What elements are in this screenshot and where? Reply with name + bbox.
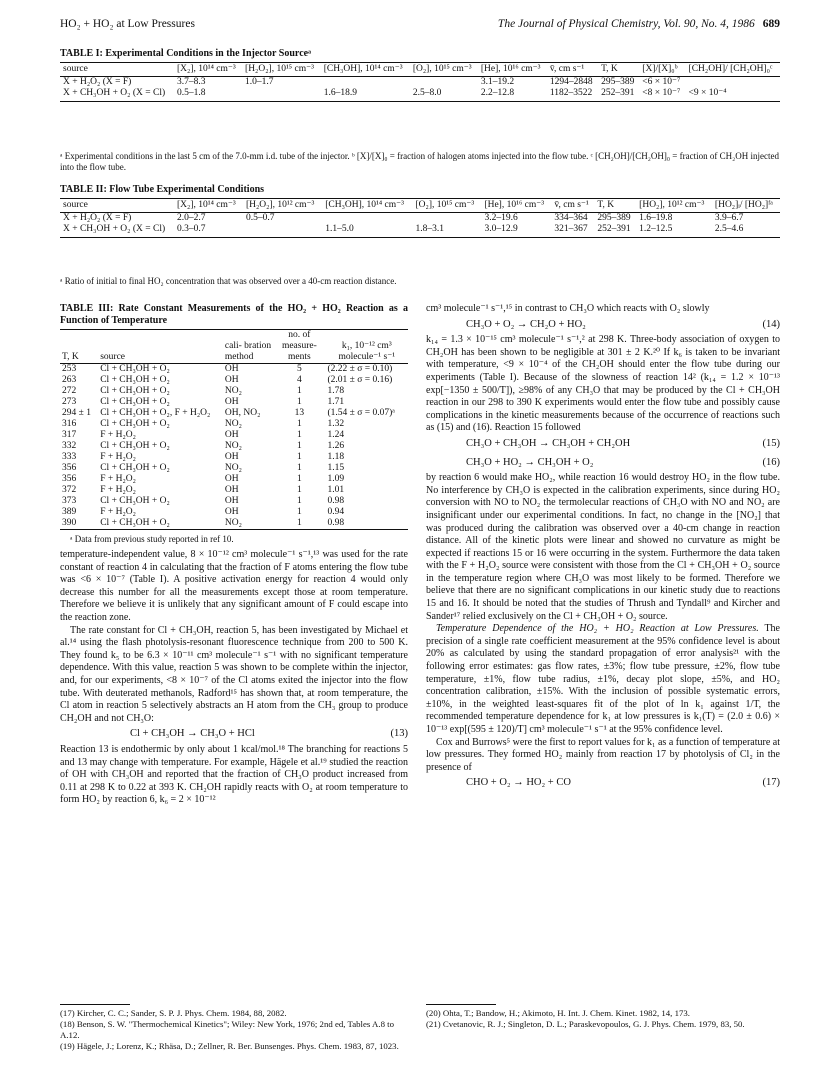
table-cell: F + H₂O₂	[100, 474, 136, 484]
equation-16	[426, 454, 780, 473]
table-cell: Cl + CH₃OH + O₂	[100, 364, 170, 374]
table-cell: NO₂	[224, 386, 242, 396]
table-cell: Cl + CH₃OH + O₂	[100, 397, 170, 407]
table-row	[60, 452, 408, 463]
table3-col-header: T, K	[60, 330, 98, 364]
table-cell: X + H₂O₂ (X = F)	[63, 77, 132, 87]
table-row	[60, 419, 408, 430]
equation-14	[426, 316, 780, 335]
table-cell: NO₂	[223, 518, 273, 530]
equation-17	[426, 774, 780, 793]
table-cell: 1	[296, 496, 302, 506]
table3-caption: TABLE III: Rate Constant Measurements of the HO₂ + HO₂ Reaction as a Function of Temperature	[60, 303, 408, 326]
table1	[60, 62, 780, 102]
table3-col-header: cali- bration method	[223, 330, 273, 364]
table-cell: (2.01 ± σ = 0.16)	[327, 375, 393, 385]
table-cell: 0.3–0.7	[174, 224, 243, 238]
right-paragraph-4: Cox and Burrows⁵ were the first to report values for k₁ as a function of temperature at low pressures. They formed HO₂ mainly from reaction 17 by photolysis of Cl₂ in the presence of	[426, 736, 780, 773]
table-cell: OH	[224, 507, 239, 517]
table3	[60, 329, 408, 530]
table3-col-header: k₁, 10⁻¹² cm³ molecule⁻¹ s⁻¹	[326, 330, 409, 364]
table-cell: 1	[296, 463, 302, 473]
table-cell: 2.2–12.8	[478, 88, 547, 102]
equation-13-number: (13)	[390, 728, 408, 740]
table2-col-header: [O₂], 10¹⁵ cm⁻³	[413, 199, 482, 213]
reference-17: (17) Kircher, C. C.; Sander, S. P. J. Phys. Chem. 1984, 88, 2082.	[60, 1008, 287, 1018]
table-cell: Cl + CH₃OH + O₂	[100, 386, 170, 396]
table-cell: 3.9–6.7	[714, 213, 744, 223]
left-paragraph-2: The rate constant for Cl + CH₃OH, reaction 5, has been investigated by Michael et al.¹⁴ using the flash photolysis-resonant fluorescence technique from 200 to 500 K. They found k₅ to be 6.3 × 10⁻¹¹ cm³ molecule⁻¹ s⁻¹ with no significant temperature dependence. With this value, reaction 5 was shown to be complete within the injector, and, for our experiments, <8 × 10⁻⁷ of the Cl atoms exited the injector into the flow tube. With deuterated methanols, Radford¹⁵ has shown that, at room temperature, the Cl atom in reaction 5 selectively abstracts an H atom from the CH₃ group to produce CH₂OH and not CH₃O:	[60, 624, 408, 724]
table-cell: 1.6–19.8	[639, 213, 673, 223]
table-cell: 1.18	[327, 452, 345, 462]
table-cell: 1	[296, 397, 302, 407]
table-cell: 0.5–1.8	[174, 88, 242, 102]
table-cell: 13	[294, 408, 305, 418]
table-cell: (2.22 ± σ = 0.10)	[327, 364, 393, 374]
table1-col-header: [CH₂OH]/ [CH₂OH]₀ᶜ	[686, 63, 780, 77]
table-cell: 1.24	[327, 430, 345, 440]
equation-16-body: CH₃O + HO₂ → CH₃OH + O₂	[466, 456, 594, 468]
table2-col-header: [HO₂], 10¹² cm⁻³	[636, 199, 712, 213]
table-cell: 1.78	[327, 386, 345, 396]
table-cell: 1	[296, 386, 302, 396]
table-cell: <6 × 10⁻⁷	[642, 77, 681, 87]
table-row	[60, 213, 780, 225]
table-cell: 390	[60, 518, 98, 530]
left-paragraph-1: temperature-independent value, 8 × 10⁻¹² cm³ molecule⁻¹ s⁻¹,¹³ was used for the rate constant of reaction 4 in calculating that the fraction of F atoms entering the flow tube was <6 × 10⁻⁷ (Table I). A positive activation energy for reaction 4 would only decrease this number for all the measurements except those at room temperature. Therefore we believe it is unlikely that any significant amount of F could escape into the reaction zone.	[60, 549, 408, 623]
table3-footnote: ᵃ Data from previous study reported in ref 10.	[70, 534, 234, 544]
table-cell: 321–367	[551, 224, 594, 238]
table-cell: OH	[224, 452, 239, 462]
table-cell: 1	[296, 441, 302, 451]
table-cell: <9 × 10⁻⁴	[686, 88, 780, 102]
left-column	[60, 303, 408, 807]
table1-header-row	[60, 63, 780, 77]
table3-col-header: source	[98, 330, 223, 364]
table2-caption: TABLE II: Flow Tube Experimental Conditions	[60, 184, 265, 195]
table-cell: NO₂	[224, 463, 242, 473]
table-cell: NO₂	[224, 419, 242, 429]
table-cell: OH	[224, 474, 239, 484]
table-cell: 0.94	[327, 507, 345, 517]
section-heading: Temperature Dependence of the HO₂ + HO₂ Reaction at Low Pressures.	[436, 623, 759, 635]
table-cell: OH	[224, 430, 239, 440]
table2-col-header: v̄, cm s⁻¹	[551, 199, 594, 213]
table-cell: 1.09	[327, 474, 345, 484]
table-row	[60, 463, 408, 474]
table-cell: 4	[296, 375, 302, 385]
table2-col-header: [He], 10¹⁶ cm⁻³	[481, 199, 551, 213]
table-cell	[410, 77, 478, 89]
table-cell: 317	[62, 430, 77, 440]
footnote-rule-left	[60, 1004, 130, 1005]
table-cell: 1.32	[327, 419, 345, 429]
table-row	[60, 496, 408, 507]
table-cell	[243, 224, 322, 238]
table-cell: 0.98	[327, 496, 345, 506]
table-cell: 273	[62, 397, 77, 407]
table-cell: 332	[62, 441, 77, 451]
references-right	[426, 1008, 780, 1030]
table2-col-header: T, K	[594, 199, 636, 213]
reference-20: (20) Ohta, T.; Bandow, H.; Akimoto, H. Int. J. Chem. Kinet. 1982, 14, 173.	[426, 1008, 690, 1018]
table-cell: NO₂	[224, 441, 242, 451]
table1-col-header: T, K	[598, 63, 639, 77]
table1-col-header: v̄, cm s⁻¹	[547, 63, 598, 77]
table-row	[60, 474, 408, 485]
table-cell: 3.2–19.6	[484, 213, 518, 223]
table-cell: X + CH₃OH + O₂ (X = Cl)	[60, 224, 174, 238]
table-cell: 1294–2848	[549, 77, 593, 87]
table2-col-header: source	[60, 199, 174, 213]
reference-19: (19) Hägele, J.; Lorenz, K.; Rhäsa, D.; Zellner, R. Ber. Bunsenges. Phys. Chem. 1983, 87, 1023.	[60, 1041, 399, 1051]
table1-col-header: [X₂], 10¹⁴ cm⁻³	[174, 63, 242, 77]
table-cell: Cl + CH₃OH + O₂, F + H₂O₂	[100, 408, 211, 418]
table-cell: 356	[62, 474, 77, 484]
table-cell: 373	[62, 496, 77, 506]
table-cell: <8 × 10⁻⁷	[639, 88, 685, 102]
table2-header-row	[60, 199, 780, 213]
table-row	[60, 441, 408, 452]
running-header	[60, 18, 780, 34]
table-row	[60, 375, 408, 386]
table-cell: F + H₂O₂	[100, 485, 136, 495]
table1-col-header: [H₂O₂], 10¹⁵ cm⁻³	[242, 63, 321, 77]
table-cell: Cl + CH₃OH + O₂	[98, 518, 223, 530]
table-cell	[242, 88, 321, 102]
table-row	[60, 88, 780, 102]
table2-col-header: [HO₂]ᵢ/ [HO₂]ᶠᵃ	[712, 199, 780, 213]
table-cell: 0.98	[326, 518, 409, 530]
table-cell: 316	[62, 419, 77, 429]
table-cell: OH	[224, 397, 239, 407]
table-cell: 1.0–1.7	[245, 77, 274, 87]
table-cell: 272	[62, 386, 77, 396]
table-cell: X + H₂O₂ (X = F)	[63, 213, 132, 223]
table-cell: 3.1–19.2	[480, 77, 515, 87]
table-cell: 356	[62, 463, 77, 473]
table2-footnote: ᵃ Ratio of initial to final HO₂ concentration that was observed over a 40-cm reaction distance.	[60, 276, 397, 286]
table-cell: 252–391	[594, 224, 636, 238]
table-cell: Cl + CH₃OH + O₂	[100, 375, 170, 385]
table-row	[60, 77, 780, 89]
table-cell	[413, 213, 482, 225]
table-row	[60, 224, 780, 238]
table1-col-header: source	[60, 63, 174, 77]
table-cell: F + H₂O₂	[100, 507, 136, 517]
table-cell: 1.8–3.1	[413, 224, 482, 238]
table1-caption: TABLE I: Experimental Conditions in the Injector Sourceᵃ	[60, 48, 311, 59]
reference-18: (18) Benson, S. W. "Thermochemical Kinetics"; Wiley: New York, 1976; 2nd ed, Tables A.8 to A.12.	[60, 1019, 395, 1040]
equation-17-body: CHO + O₂ → HO₂ + CO	[466, 777, 571, 789]
table-cell: OH	[224, 496, 239, 506]
table-cell: 0.5–0.7	[245, 213, 275, 223]
table-cell: 1.1–5.0	[322, 224, 412, 238]
header-title: HO₂ + HO₂ at Low Pressures	[60, 18, 195, 30]
references-left	[60, 1008, 408, 1052]
table-row	[60, 386, 408, 397]
table-cell: 1	[296, 507, 302, 517]
table-cell: 1.01	[327, 485, 345, 495]
table-cell: 2.5–4.6	[712, 224, 780, 238]
table2-col-header: [H₂O₂], 10¹² cm⁻³	[243, 199, 322, 213]
table1-col-header: [X]/[X]₀ᵇ	[639, 63, 685, 77]
table3-header-row	[60, 330, 408, 364]
right-paragraph-3-body: The precision of a single rate coefficient measurement at the 95% confidence level is about 20% as calculated by using the standard propagation of error analysis²¹ with the following error estimates: gas flow rates, ±3%; flow tube pressure, ±2%, flow tube temperature, ±1%, flow tube radius, ±1%, decay plot slope, ±5%, and HO₂ concentration calibration, ±15%. With the inclusion of possible systematic errors, ±10%, in the weighted least-squares fit of the plot of ln k₁ against 1/T, the recommended temperature dependence for k₁ at low pressures is k₁(T) = (2.0 ± 0.6) × 10⁻¹³ exp[(595 ± 120)/T] cm³ molecule⁻¹ s⁻¹ at the 95% confidence level.	[426, 623, 780, 735]
table-cell: 1	[296, 430, 302, 440]
table-cell: Cl + CH₃OH + O₂	[100, 496, 170, 506]
equation-13-body: Cl + CH₃OH → CH₃O + HCl	[130, 728, 255, 740]
table-cell: 372	[62, 485, 77, 495]
table-cell	[686, 77, 780, 89]
left-paragraph-3: Reaction 13 is endothermic by only about 1 kcal/mol.¹⁸ The branching for reactions 5 and 13 may change with temperature. For example, Hägele et al.¹⁹ studied the reaction of OH with CH₃OH and reported that the fraction of CH₃O product increased from 0.11 at 298 K to 0.22 at 393 K. CH₂OH rapidly reacts with O₂ at room temperature to form HO₂ by reaction 6, k₆ = 2 × 10⁻¹²	[60, 743, 408, 806]
table-cell: (1.54 ± σ = 0.07)ᵃ	[327, 408, 395, 418]
table-cell: 1	[273, 518, 325, 530]
table-row	[60, 485, 408, 496]
right-paragraph-1: k₁₄ = 1.3 × 10⁻¹⁵ cm³ molecule⁻¹ s⁻¹,² at 298 K. Three-body association of oxygen to CH₂OH has been shown to be negligible at 301 ± 2 K.²⁰ If k₆ is taken to be invariant with temperature, <9 × 10⁻⁴ of the CH₂OH should enter the flow tube during our experiments (Table I). Because of the slowness of reaction 14² (k₁₄ = 1.2 × 10⁻¹³ exp[−1350 ± 500/T]), ≥98% of any CH₃O that may be produced by the Cl + CH₃OH reaction in our 298 to 390 K experiments would enter the flow tube and possibly cause complications in the kinetic measurements because of the occurrence of reactions such as (15) and (16). Reaction 15 followed	[426, 334, 780, 434]
table-row	[60, 518, 408, 530]
table-cell: 1.15	[327, 463, 345, 473]
table-cell: 2.0–2.7	[177, 213, 206, 223]
table-cell: 252–391	[598, 88, 639, 102]
right-paragraph-3	[426, 623, 780, 736]
table-cell: F + H₂O₂	[100, 452, 136, 462]
table-cell: X + CH₃OH + O₂ (X = Cl)	[60, 88, 174, 102]
equation-15-number: (15)	[762, 437, 780, 449]
table-row	[60, 364, 408, 376]
table-cell: 263	[62, 375, 77, 385]
equation-16-number: (16)	[762, 456, 780, 468]
table-cell: F + H₂O₂	[100, 430, 136, 440]
table-cell: 253	[62, 364, 77, 374]
page-number: 689	[762, 18, 780, 30]
table-cell: OH	[224, 375, 239, 385]
table-cell: 1	[296, 474, 302, 484]
table2	[60, 198, 780, 238]
table-cell	[322, 213, 412, 225]
table-row	[60, 408, 408, 419]
table-cell: 1182–3522	[547, 88, 598, 102]
table-row	[60, 507, 408, 518]
header-journal	[498, 18, 780, 30]
table-cell: Cl + CH₃OH + O₂	[100, 463, 170, 473]
table2-col-header: [CH₃OH], 10¹⁴ cm⁻³	[322, 199, 412, 213]
table-cell: OH, NO₂	[224, 408, 261, 418]
table-cell: 294 ± 1	[62, 408, 91, 418]
table-cell: Cl + CH₃OH + O₂	[100, 419, 170, 429]
equation-15	[426, 435, 780, 454]
table-cell: 1.26	[327, 441, 345, 451]
table-cell: OH	[224, 364, 239, 374]
footnote-rule-right	[426, 1004, 496, 1005]
table-cell: 334–364	[554, 213, 588, 223]
table-cell: 1.6–18.9	[321, 88, 410, 102]
table-cell: Cl + CH₃OH + O₂	[100, 441, 170, 451]
equation-15-body: CH₃O + CH₃OH → CH₃OH + CH₂OH	[466, 437, 631, 449]
equation-14-body: CH₃O + O₂ → CH₂O + HO₂	[466, 318, 586, 330]
table1-col-header: [CH₃OH], 10¹⁴ cm⁻³	[321, 63, 410, 77]
table-cell: 5	[296, 364, 302, 374]
journal-name: The Journal of Physical Chemistry, Vol. 90, No. 4, 1986	[497, 18, 755, 30]
table-cell: 3.7–8.3	[177, 77, 206, 87]
table-cell: 1.2–12.5	[636, 224, 712, 238]
right-paragraph-0: cm³ molecule⁻¹ s⁻¹,¹⁵ in contrast to CH₃O which reacts with O₂ slowly	[426, 303, 710, 314]
table-cell: 1	[296, 452, 302, 462]
table-cell: 3.0–12.9	[481, 224, 551, 238]
equation-13	[60, 725, 408, 744]
table-cell: 295–389	[597, 213, 631, 223]
table-row	[60, 430, 408, 441]
table3-col-header: no. of measure- ments	[273, 330, 325, 364]
table-cell: 389	[62, 507, 77, 517]
table-cell: 1	[296, 419, 302, 429]
table1-col-header: [O₂], 10¹⁵ cm⁻³	[410, 63, 478, 77]
equation-14-number: (14)	[762, 318, 780, 330]
table2-col-header: [X₂], 10¹⁴ cm⁻³	[174, 199, 243, 213]
table-cell	[321, 77, 410, 89]
table-cell: OH	[224, 485, 239, 495]
table1-col-header: [He], 10¹⁶ cm⁻³	[478, 63, 547, 77]
table-cell: 333	[62, 452, 77, 462]
table-cell: 1.71	[327, 397, 345, 407]
table-row	[60, 397, 408, 408]
right-column	[426, 303, 780, 793]
right-paragraph-2: by reaction 6 would make HO₂, while reaction 16 would destroy HO₂ in the flow tube. No interference by CH₃O is expected in the calibration experiments, since during HO₂ conversion with NO to NO₂ the termolecular reactions of CH₃O with NO and NO₂ are insignificant under our experimental conditions. In fact, no change in the [NO₂] that was produced during the calibration was observed over a 40-cm change in reaction distance. All of the kinetic plots were linear and showed no curvature as might be expected if reactions 15 or 16 were occurring in the system. Furthermore the data taken with the F + H₂O₂ source were consistent with those from the Cl + CH₃OH + O₂ source in the temperature region where CH₃O was most likely to be formed. Therefore we believe that there are no significant complications in our kinetic study due to reactions 15 and 16. It should be noted that the studies of Thrush and Tyndall⁹ and Kircher and Sander¹⁷ relied exclusively on the Cl + CH₃OH + O₂ source.	[426, 472, 780, 622]
table-cell: 2.5–8.0	[410, 88, 478, 102]
reference-21: (21) Cvetanovic, R. J.; Singleton, D. L.; Paraskevopoulos, G. J. Phys. Chem. 1979, 83, 50.	[426, 1019, 745, 1029]
equation-17-number: (17)	[762, 777, 780, 789]
table-cell: 295–389	[601, 77, 635, 87]
table-cell: 1	[296, 485, 302, 495]
table1-footnote: ᵃ Experimental conditions in the last 5 cm of the 7.0-mm i.d. tube of the injector. ᵇ [X]/[X]₀ = fraction of halogen atoms injected into the flow tube. ᶜ [CH₂OH]/[CH₂OH]₀ = fraction of CH₂OH injected into the flow tube.	[60, 151, 779, 172]
